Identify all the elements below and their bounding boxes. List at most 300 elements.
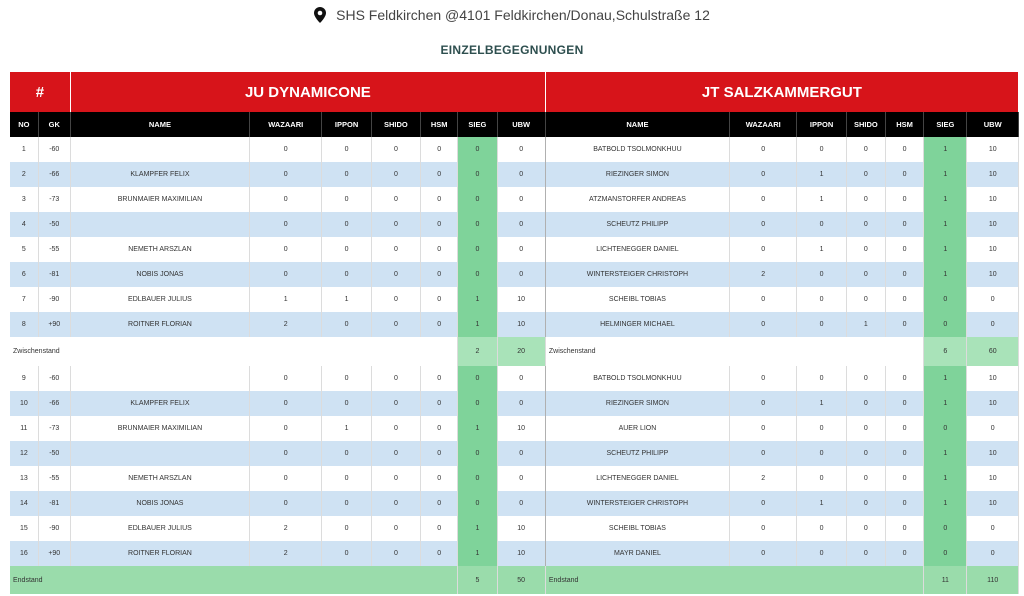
home-ubw-total: 20 <box>497 337 545 366</box>
home-shido-cell: 0 <box>371 312 420 337</box>
home-shido-cell: 0 <box>371 391 420 416</box>
home-ubw-cell: 0 <box>497 187 545 212</box>
away-ubw-total: 110 <box>967 566 1019 594</box>
home-sieg-cell: 1 <box>458 416 497 441</box>
away-summary-label: Endstand <box>545 566 923 594</box>
away-wazaari-cell: 2 <box>730 466 797 491</box>
home-wazaari-cell: 0 <box>250 491 322 516</box>
home-ubw-cell: 0 <box>497 237 545 262</box>
home-fighter-name <box>70 212 249 237</box>
bout-number: 7 <box>10 287 38 312</box>
away-shido-cell: 0 <box>846 187 885 212</box>
away-ippon-cell: 0 <box>797 516 846 541</box>
away-hsm-cell: 0 <box>885 366 923 391</box>
weight-class: -55 <box>38 466 70 491</box>
bout-number: 12 <box>10 441 38 466</box>
home-wazaari-cell: 0 <box>250 466 322 491</box>
home-sieg-cell: 1 <box>458 287 497 312</box>
home-wazaari-cell: 0 <box>250 391 322 416</box>
zwischenstand-row <box>10 337 1019 366</box>
away-sieg-total: 11 <box>924 566 967 594</box>
away-fighter-name: LICHTENEGGER DANIEL <box>545 237 729 262</box>
away-shido-cell: 0 <box>846 541 885 566</box>
away-sieg-cell: 1 <box>924 391 967 416</box>
away-shido-cell: 0 <box>846 416 885 441</box>
home-shido-cell: 0 <box>371 187 420 212</box>
away-wazaari-cell: 0 <box>730 541 797 566</box>
home-shido-cell: 0 <box>371 541 420 566</box>
home-fighter-name: EDLBAUER JULIUS <box>70 287 249 312</box>
home-ippon-cell: 0 <box>322 516 371 541</box>
home-wazaari-cell: 0 <box>250 212 322 237</box>
home-shido-cell: 0 <box>371 441 420 466</box>
away-fighter-name: SCHEIBL TOBIAS <box>545 287 729 312</box>
bout-number: 5 <box>10 237 38 262</box>
home-fighter-name: BRUNMAIER MAXIMILIAN <box>70 416 249 441</box>
away-shido-cell: 0 <box>846 366 885 391</box>
home-fighter-name: NOBIS JONAS <box>70 491 249 516</box>
col-away-hsm: HSM <box>885 112 923 137</box>
home-sieg-cell: 0 <box>458 187 497 212</box>
home-hsm-cell: 0 <box>421 212 458 237</box>
home-hsm-cell: 0 <box>421 541 458 566</box>
home-ubw-cell: 0 <box>497 366 545 391</box>
home-ubw-cell: 10 <box>497 416 545 441</box>
away-hsm-cell: 0 <box>885 541 923 566</box>
weight-class: -50 <box>38 212 70 237</box>
home-ubw-cell: 10 <box>497 287 545 312</box>
away-hsm-cell: 0 <box>885 137 923 162</box>
away-ippon-cell: 0 <box>797 212 846 237</box>
away-shido-cell: 0 <box>846 516 885 541</box>
results-table <box>10 72 1019 594</box>
home-wazaari-cell: 2 <box>250 541 322 566</box>
bout-number: 3 <box>10 187 38 212</box>
away-summary-label: Zwischenstand <box>545 337 923 366</box>
team-header-row <box>10 72 1019 112</box>
away-fighter-name: LICHTENEGGER DANIEL <box>545 466 729 491</box>
home-summary-label: Zwischenstand <box>10 337 458 366</box>
weight-class: -90 <box>38 516 70 541</box>
away-hsm-cell: 0 <box>885 212 923 237</box>
table-row <box>10 366 1019 391</box>
away-wazaari-cell: 0 <box>730 287 797 312</box>
home-sieg-cell: 0 <box>458 441 497 466</box>
home-ippon-cell: 0 <box>322 187 371 212</box>
home-hsm-cell: 0 <box>421 187 458 212</box>
col-home-wazaari: WAZAARI <box>250 112 322 137</box>
home-hsm-cell: 0 <box>421 416 458 441</box>
home-wazaari-cell: 0 <box>250 237 322 262</box>
away-ubw-cell: 10 <box>967 466 1019 491</box>
weight-class: -73 <box>38 187 70 212</box>
table-row <box>10 212 1019 237</box>
away-sieg-cell: 1 <box>924 162 967 187</box>
away-fighter-name: SCHEIBL TOBIAS <box>545 516 729 541</box>
away-ubw-cell: 10 <box>967 441 1019 466</box>
away-wazaari-cell: 0 <box>730 491 797 516</box>
bout-number: 9 <box>10 366 38 391</box>
home-hsm-cell: 0 <box>421 262 458 287</box>
results-body <box>10 137 1019 594</box>
home-shido-cell: 0 <box>371 237 420 262</box>
home-sieg-cell: 1 <box>458 312 497 337</box>
away-wazaari-cell: 0 <box>730 516 797 541</box>
home-team-name: JU DYNAMICONE <box>70 72 545 112</box>
away-shido-cell: 0 <box>846 491 885 516</box>
home-ubw-cell: 0 <box>497 441 545 466</box>
away-wazaari-cell: 0 <box>730 212 797 237</box>
home-ippon-cell: 0 <box>322 541 371 566</box>
away-ubw-cell: 10 <box>967 137 1019 162</box>
away-ubw-cell: 10 <box>967 366 1019 391</box>
table-row <box>10 491 1019 516</box>
bout-number: 16 <box>10 541 38 566</box>
home-sieg-cell: 1 <box>458 541 497 566</box>
home-shido-cell: 0 <box>371 162 420 187</box>
col-away-ippon: IPPON <box>797 112 846 137</box>
away-ippon-cell: 0 <box>797 262 846 287</box>
home-sieg-cell: 0 <box>458 262 497 287</box>
bout-number: 11 <box>10 416 38 441</box>
home-sieg-cell: 0 <box>458 212 497 237</box>
home-fighter-name: ROITNER FLORIAN <box>70 312 249 337</box>
away-shido-cell: 0 <box>846 137 885 162</box>
away-wazaari-cell: 0 <box>730 416 797 441</box>
home-wazaari-cell: 2 <box>250 516 322 541</box>
home-hsm-cell: 0 <box>421 287 458 312</box>
table-row <box>10 187 1019 212</box>
home-sieg-cell: 0 <box>458 137 497 162</box>
table-row <box>10 516 1019 541</box>
bout-number: 4 <box>10 212 38 237</box>
away-wazaari-cell: 0 <box>730 162 797 187</box>
weight-class: -73 <box>38 416 70 441</box>
bout-number: 10 <box>10 391 38 416</box>
home-ippon-cell: 0 <box>322 366 371 391</box>
away-ippon-cell: 1 <box>797 391 846 416</box>
home-ippon-cell: 1 <box>322 416 371 441</box>
away-sieg-cell: 0 <box>924 516 967 541</box>
home-ubw-cell: 0 <box>497 466 545 491</box>
home-hsm-cell: 0 <box>421 237 458 262</box>
weight-class: -60 <box>38 366 70 391</box>
away-ubw-cell: 0 <box>967 416 1019 441</box>
location-bar <box>0 6 1024 24</box>
home-sieg-cell: 0 <box>458 162 497 187</box>
away-ippon-cell: 0 <box>797 541 846 566</box>
home-ippon-cell: 0 <box>322 237 371 262</box>
home-ippon-cell: 0 <box>322 162 371 187</box>
home-shido-cell: 0 <box>371 466 420 491</box>
home-ubw-cell: 0 <box>497 391 545 416</box>
home-fighter-name <box>70 441 249 466</box>
away-ubw-cell: 10 <box>967 391 1019 416</box>
away-fighter-name: BATBOLD TSOLMONKHUU <box>545 366 729 391</box>
weight-class: -66 <box>38 391 70 416</box>
away-ubw-cell: 10 <box>967 187 1019 212</box>
home-wazaari-cell: 0 <box>250 187 322 212</box>
away-ippon-cell: 0 <box>797 441 846 466</box>
home-wazaari-cell: 0 <box>250 366 322 391</box>
map-pin-icon <box>314 7 326 23</box>
home-ubw-cell: 10 <box>497 312 545 337</box>
away-shido-cell: 0 <box>846 262 885 287</box>
bout-number: 2 <box>10 162 38 187</box>
home-ubw-total: 50 <box>497 566 545 594</box>
col-home-ubw: UBW <box>497 112 545 137</box>
home-hsm-cell: 0 <box>421 312 458 337</box>
away-fighter-name: WINTERSTEIGER CHRISTOPH <box>545 491 729 516</box>
away-hsm-cell: 0 <box>885 187 923 212</box>
away-ubw-cell: 0 <box>967 312 1019 337</box>
away-sieg-cell: 1 <box>924 466 967 491</box>
away-hsm-cell: 0 <box>885 162 923 187</box>
away-ippon-cell: 0 <box>797 312 846 337</box>
away-team-name: JT SALZKAMMERGUT <box>545 72 1018 112</box>
away-shido-cell: 1 <box>846 312 885 337</box>
home-fighter-name: NEMETH ARSZLAN <box>70 466 249 491</box>
away-fighter-name: RIEZINGER SIMON <box>545 391 729 416</box>
home-sieg-cell: 0 <box>458 491 497 516</box>
home-sieg-cell: 0 <box>458 466 497 491</box>
home-ubw-cell: 10 <box>497 516 545 541</box>
away-shido-cell: 0 <box>846 441 885 466</box>
away-ubw-cell: 10 <box>967 262 1019 287</box>
away-sieg-cell: 0 <box>924 541 967 566</box>
home-hsm-cell: 0 <box>421 491 458 516</box>
away-wazaari-cell: 0 <box>730 391 797 416</box>
away-hsm-cell: 0 <box>885 262 923 287</box>
away-sieg-cell: 1 <box>924 491 967 516</box>
home-fighter-name <box>70 366 249 391</box>
home-hsm-cell: 0 <box>421 516 458 541</box>
home-fighter-name: BRUNMAIER MAXIMILIAN <box>70 187 249 212</box>
away-hsm-cell: 0 <box>885 391 923 416</box>
home-fighter-name: KLAMPFER FELIX <box>70 391 249 416</box>
away-ippon-cell: 0 <box>797 137 846 162</box>
weight-class: -55 <box>38 237 70 262</box>
home-fighter-name: EDLBAUER JULIUS <box>70 516 249 541</box>
bout-number: 1 <box>10 137 38 162</box>
home-shido-cell: 0 <box>371 262 420 287</box>
bout-number: 13 <box>10 466 38 491</box>
table-row <box>10 441 1019 466</box>
home-fighter-name: NEMETH ARSZLAN <box>70 237 249 262</box>
table-row <box>10 416 1019 441</box>
away-hsm-cell: 0 <box>885 466 923 491</box>
away-ippon-cell: 1 <box>797 162 846 187</box>
home-wazaari-cell: 0 <box>250 262 322 287</box>
home-ippon-cell: 1 <box>322 287 371 312</box>
away-hsm-cell: 0 <box>885 491 923 516</box>
home-ippon-cell: 0 <box>322 441 371 466</box>
bout-number: 8 <box>10 312 38 337</box>
away-ubw-cell: 10 <box>967 491 1019 516</box>
col-home-hsm: HSM <box>421 112 458 137</box>
home-shido-cell: 0 <box>371 416 420 441</box>
away-wazaari-cell: 0 <box>730 312 797 337</box>
away-sieg-cell: 0 <box>924 312 967 337</box>
home-fighter-name: NOBIS JONAS <box>70 262 249 287</box>
away-sieg-cell: 0 <box>924 287 967 312</box>
weight-class: -81 <box>38 262 70 287</box>
col-home-ippon: IPPON <box>322 112 371 137</box>
home-shido-cell: 0 <box>371 366 420 391</box>
home-hsm-cell: 0 <box>421 391 458 416</box>
away-ippon-cell: 1 <box>797 491 846 516</box>
away-fighter-name: RIEZINGER SIMON <box>545 162 729 187</box>
home-sieg-cell: 0 <box>458 237 497 262</box>
away-ippon-cell: 0 <box>797 466 846 491</box>
weight-class: -50 <box>38 441 70 466</box>
home-wazaari-cell: 2 <box>250 312 322 337</box>
home-summary-label: Endstand <box>10 566 458 594</box>
col-home-shido: SHIDO <box>371 112 420 137</box>
away-hsm-cell: 0 <box>885 516 923 541</box>
away-sieg-cell: 1 <box>924 187 967 212</box>
page-subtitle: EINZELBEGEGNUNGEN <box>440 43 584 57</box>
table-row <box>10 237 1019 262</box>
home-shido-cell: 0 <box>371 137 420 162</box>
home-ippon-cell: 0 <box>322 466 371 491</box>
home-shido-cell: 0 <box>371 287 420 312</box>
home-ippon-cell: 0 <box>322 212 371 237</box>
home-wazaari-cell: 1 <box>250 287 322 312</box>
away-ippon-cell: 0 <box>797 366 846 391</box>
weight-class: -66 <box>38 162 70 187</box>
col-away-name: NAME <box>545 112 729 137</box>
col-away-sieg: SIEG <box>924 112 967 137</box>
home-ippon-cell: 0 <box>322 391 371 416</box>
away-sieg-cell: 1 <box>924 262 967 287</box>
bout-number: 6 <box>10 262 38 287</box>
table-row <box>10 541 1019 566</box>
home-sieg-total: 5 <box>458 566 497 594</box>
away-sieg-cell: 1 <box>924 212 967 237</box>
away-ubw-cell: 10 <box>967 237 1019 262</box>
away-ubw-total: 60 <box>967 337 1019 366</box>
table-row <box>10 262 1019 287</box>
table-row <box>10 312 1019 337</box>
away-ippon-cell: 0 <box>797 416 846 441</box>
table-row <box>10 466 1019 491</box>
away-sieg-cell: 1 <box>924 137 967 162</box>
home-wazaari-cell: 0 <box>250 137 322 162</box>
away-ubw-cell: 0 <box>967 516 1019 541</box>
weight-class: -60 <box>38 137 70 162</box>
away-sieg-cell: 0 <box>924 416 967 441</box>
home-fighter-name: ROITNER FLORIAN <box>70 541 249 566</box>
away-sieg-cell: 1 <box>924 237 967 262</box>
location-text: SHS Feldkirchen @4101 Feldkirchen/Donau,Schulstraße 12 <box>336 7 710 23</box>
home-ippon-cell: 0 <box>322 137 371 162</box>
home-shido-cell: 0 <box>371 516 420 541</box>
away-wazaari-cell: 0 <box>730 366 797 391</box>
away-fighter-name: MAYR DANIEL <box>545 541 729 566</box>
bout-number: 15 <box>10 516 38 541</box>
endstand-row <box>10 566 1019 594</box>
away-hsm-cell: 0 <box>885 312 923 337</box>
hash-header: # <box>10 72 70 112</box>
away-ippon-cell: 1 <box>797 187 846 212</box>
home-hsm-cell: 0 <box>421 441 458 466</box>
away-shido-cell: 0 <box>846 212 885 237</box>
away-sieg-total: 6 <box>924 337 967 366</box>
col-away-wazaari: WAZAARI <box>730 112 797 137</box>
table-row <box>10 162 1019 187</box>
home-ubw-cell: 0 <box>497 212 545 237</box>
column-header-row <box>10 112 1019 137</box>
away-hsm-cell: 0 <box>885 416 923 441</box>
home-ippon-cell: 0 <box>322 262 371 287</box>
away-ubw-cell: 0 <box>967 287 1019 312</box>
table-row <box>10 137 1019 162</box>
away-ubw-cell: 10 <box>967 212 1019 237</box>
home-sieg-cell: 0 <box>458 366 497 391</box>
bout-number: 14 <box>10 491 38 516</box>
away-wazaari-cell: 0 <box>730 237 797 262</box>
away-sieg-cell: 1 <box>924 366 967 391</box>
away-sieg-cell: 1 <box>924 441 967 466</box>
home-sieg-total: 2 <box>458 337 497 366</box>
home-ubw-cell: 0 <box>497 262 545 287</box>
home-ubw-cell: 0 <box>497 162 545 187</box>
away-hsm-cell: 0 <box>885 237 923 262</box>
home-ubw-cell: 10 <box>497 541 545 566</box>
away-fighter-name: ATZMANSTORFER ANDREAS <box>545 187 729 212</box>
weight-class: +90 <box>38 541 70 566</box>
away-shido-cell: 0 <box>846 466 885 491</box>
home-wazaari-cell: 0 <box>250 441 322 466</box>
away-wazaari-cell: 0 <box>730 187 797 212</box>
away-shido-cell: 0 <box>846 162 885 187</box>
home-fighter-name: KLAMPFER FELIX <box>70 162 249 187</box>
home-hsm-cell: 0 <box>421 466 458 491</box>
home-shido-cell: 0 <box>371 491 420 516</box>
away-fighter-name: SCHEUTZ PHILIPP <box>545 212 729 237</box>
home-ippon-cell: 0 <box>322 312 371 337</box>
home-wazaari-cell: 0 <box>250 416 322 441</box>
away-wazaari-cell: 2 <box>730 262 797 287</box>
col-away-shido: SHIDO <box>846 112 885 137</box>
away-ippon-cell: 1 <box>797 237 846 262</box>
table-row <box>10 391 1019 416</box>
away-wazaari-cell: 0 <box>730 441 797 466</box>
home-sieg-cell: 1 <box>458 516 497 541</box>
away-fighter-name: HELMINGER MICHAEL <box>545 312 729 337</box>
away-hsm-cell: 0 <box>885 441 923 466</box>
home-shido-cell: 0 <box>371 212 420 237</box>
col-away-ubw: UBW <box>967 112 1019 137</box>
away-ubw-cell: 0 <box>967 541 1019 566</box>
home-hsm-cell: 0 <box>421 162 458 187</box>
table-row <box>10 287 1019 312</box>
home-hsm-cell: 0 <box>421 137 458 162</box>
home-ubw-cell: 0 <box>497 137 545 162</box>
col-home-name: NAME <box>70 112 249 137</box>
home-hsm-cell: 0 <box>421 366 458 391</box>
weight-class: -81 <box>38 491 70 516</box>
weight-class: +90 <box>38 312 70 337</box>
away-hsm-cell: 0 <box>885 287 923 312</box>
home-fighter-name <box>70 137 249 162</box>
away-ippon-cell: 0 <box>797 287 846 312</box>
away-fighter-name: SCHEUTZ PHILIPP <box>545 441 729 466</box>
home-ubw-cell: 0 <box>497 491 545 516</box>
away-fighter-name: WINTERSTEIGER CHRISTOPH <box>545 262 729 287</box>
col-no: NO <box>10 112 38 137</box>
